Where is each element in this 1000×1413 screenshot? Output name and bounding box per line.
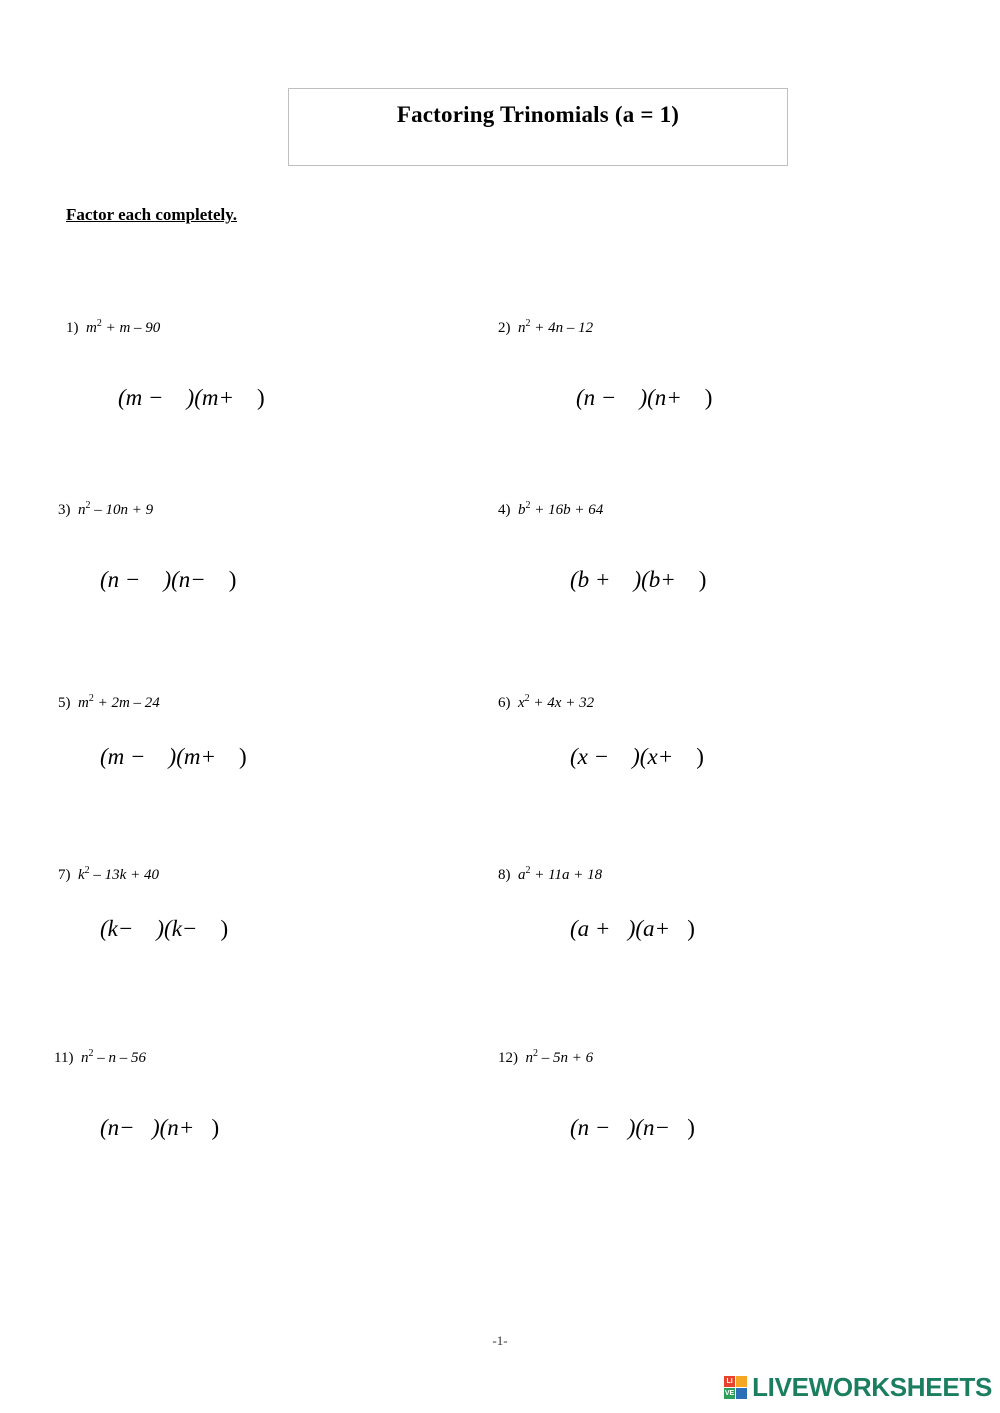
answer-line[interactable]: [524, 541, 958, 619]
problem-row: [0, 1040, 1000, 1220]
liveworksheets-logo[interactable]: [724, 1372, 992, 1403]
answer-suffix: ): [704, 385, 713, 410]
answer-suffix: ): [228, 567, 237, 592]
badge-cell-li: LI: [724, 1376, 735, 1387]
answer-mid: )(n+: [639, 385, 682, 410]
answer-prefix: (b +: [570, 567, 611, 592]
problem-statement: 1) $m^2 + m - 90$: [66, 318, 161, 336]
problem-number: 6): [498, 695, 511, 711]
problem-expression: – 5n + 6: [538, 1050, 594, 1066]
problem-variable: k: [78, 867, 85, 883]
worksheet-title-box: [288, 88, 788, 166]
problem-item: [58, 500, 518, 619]
page-number: -1-: [492, 1333, 508, 1348]
answer-suffix: ): [257, 385, 265, 410]
problem-variable: n: [525, 1050, 533, 1066]
problem-item: [54, 1048, 514, 1167]
answer-suffix: ): [220, 916, 229, 941]
problem-expression: + 16b + 64: [530, 502, 604, 518]
answer-mid: )(n−: [627, 1115, 671, 1140]
problem-item: [498, 865, 958, 968]
answer-blank-1[interactable]: [610, 1115, 627, 1140]
answer-blank-1[interactable]: [135, 1115, 152, 1140]
answer-suffix: ): [696, 744, 704, 769]
problem-statement: 7) $k^2 - 13k + 40$: [58, 865, 159, 883]
answer-prefix: (m −: [100, 744, 146, 769]
problem-expression: + 4n – 12: [530, 320, 594, 336]
problem-item: [498, 318, 958, 437]
answer-prefix: (n −: [576, 385, 617, 410]
answer-line[interactable]: [54, 718, 518, 796]
problem-variable: n: [518, 320, 526, 336]
problem-variable: m: [78, 695, 89, 711]
answer-line[interactable]: [524, 1089, 958, 1167]
answer-blank-2[interactable]: [206, 567, 229, 592]
answer-mid: )(b+: [633, 567, 676, 592]
problem-variable: n: [78, 502, 86, 518]
answer-blank-1[interactable]: [146, 744, 169, 769]
answer-suffix: ): [687, 916, 695, 941]
problem-statement: 3) $n^2 - 10n + 9$: [58, 500, 154, 518]
problem-statement: 6) $x^2 + 4x + 32$: [498, 693, 595, 711]
answer-line[interactable]: [72, 359, 526, 437]
problem-variable: a: [518, 867, 526, 883]
answer-suffix: ): [239, 744, 247, 769]
problem-item: [498, 500, 958, 619]
answer-blank-2[interactable]: [670, 916, 687, 941]
answer-blank-1[interactable]: [609, 744, 632, 769]
answer-prefix: (m −: [118, 385, 164, 410]
badge-cell-ve: VE: [724, 1390, 735, 1397]
answer-blank-2[interactable]: [234, 385, 257, 410]
problem-row: [0, 310, 1000, 492]
answer-line[interactable]: [524, 718, 958, 796]
problem-statement: 12) $n^2 - 5n + 6$: [498, 1048, 594, 1066]
answer-mid: )(x+: [632, 744, 674, 769]
answer-blank-2[interactable]: [197, 916, 220, 941]
answer-prefix: (a +: [570, 916, 611, 941]
problem-statement: 8) $a^2 + 11a + 18$: [498, 865, 603, 883]
answer-blank-1[interactable]: [610, 916, 627, 941]
problem-number: 7): [58, 867, 71, 883]
answer-mid: )(k−: [156, 916, 198, 941]
answer-blank-2[interactable]: [676, 567, 699, 592]
problem-variable: x: [518, 695, 525, 711]
problem-number: 1): [66, 320, 79, 336]
answer-mid: )(n+: [151, 1115, 195, 1140]
page-title: Factoring Trinomials (a = 1): [396, 102, 680, 127]
problem-statement: 4) $b^2 + 16b + 64$: [498, 500, 604, 518]
problem-number: 3): [58, 502, 71, 518]
answer-mid: )(m+: [168, 744, 216, 769]
answer-blank-1[interactable]: [616, 385, 639, 410]
problem-item: [58, 865, 518, 968]
answer-line[interactable]: [54, 541, 518, 619]
problem-variable: m: [86, 320, 97, 336]
problem-item: [498, 1048, 958, 1167]
problem-number: 4): [498, 502, 511, 518]
answer-prefix: (n−: [100, 1115, 135, 1140]
problem-expression: – n – 56: [93, 1050, 146, 1066]
problem-expression: – 13k + 40: [89, 867, 159, 883]
answer-blank-1[interactable]: [140, 567, 163, 592]
problem-grid: [0, 310, 1000, 1220]
answer-mid: )(a+: [627, 916, 671, 941]
problem-variable: b: [518, 502, 526, 518]
answer-prefix: (n −: [570, 1115, 611, 1140]
problem-item: [58, 693, 518, 796]
problem-item: [498, 693, 958, 796]
answer-blank-1[interactable]: [164, 385, 187, 410]
problem-item: [66, 318, 526, 437]
answer-prefix: (x −: [570, 744, 610, 769]
answer-line[interactable]: [54, 890, 518, 968]
problem-expression: + 11a + 18: [530, 867, 603, 883]
badge-cell-blank-2: [736, 1388, 747, 1399]
answer-blank-2[interactable]: [682, 385, 705, 410]
answer-blank-2[interactable]: [194, 1115, 211, 1140]
problem-number: 2): [498, 320, 511, 336]
problem-expression: + 4x + 32: [529, 695, 595, 711]
answer-line[interactable]: [524, 890, 958, 968]
answer-suffix: ): [698, 567, 707, 592]
answer-line[interactable]: [54, 1089, 514, 1167]
answer-prefix: (n −: [100, 567, 141, 592]
badge-cell-blank-1: [736, 1376, 747, 1387]
problem-number: 5): [58, 695, 71, 711]
answer-line[interactable]: [530, 359, 958, 437]
problem-number: 8): [498, 867, 511, 883]
problem-number: 11): [54, 1050, 74, 1066]
problem-row: [0, 857, 1000, 1040]
answer-blank-1[interactable]: [610, 567, 633, 592]
answer-blank-2[interactable]: [216, 744, 239, 769]
answer-mid: )(m+: [186, 385, 234, 410]
answer-blank-2[interactable]: [673, 744, 696, 769]
instruction-text: Factor each completely.: [66, 205, 238, 224]
problem-number: 12): [498, 1050, 518, 1066]
answer-blank-2[interactable]: [670, 1115, 687, 1140]
problem-expression: + m – 90: [101, 320, 161, 336]
answer-blank-1[interactable]: [133, 916, 156, 941]
answer-suffix: ): [211, 1115, 220, 1140]
answer-mid: )(n−: [163, 567, 206, 592]
problem-statement: 5) $m^2 + 2m - 24$: [58, 693, 160, 711]
answer-prefix: (k−: [100, 916, 134, 941]
liveworksheets-badge-icon: [724, 1376, 747, 1399]
problem-row: [0, 492, 1000, 685]
problem-row: [0, 685, 1000, 857]
brand-name: LIVEWORKSHEETS: [752, 1372, 992, 1402]
problem-expression: + 2m – 24: [93, 695, 160, 711]
answer-suffix: ): [687, 1115, 695, 1140]
problem-statement: 11) $n^2$ – n – 56: [54, 1048, 146, 1066]
problem-expression: – 10n + 9: [90, 502, 154, 518]
problem-variable: n: [80, 1050, 89, 1066]
problem-statement: 2) $n^2 + 4n - 12$: [498, 318, 594, 336]
